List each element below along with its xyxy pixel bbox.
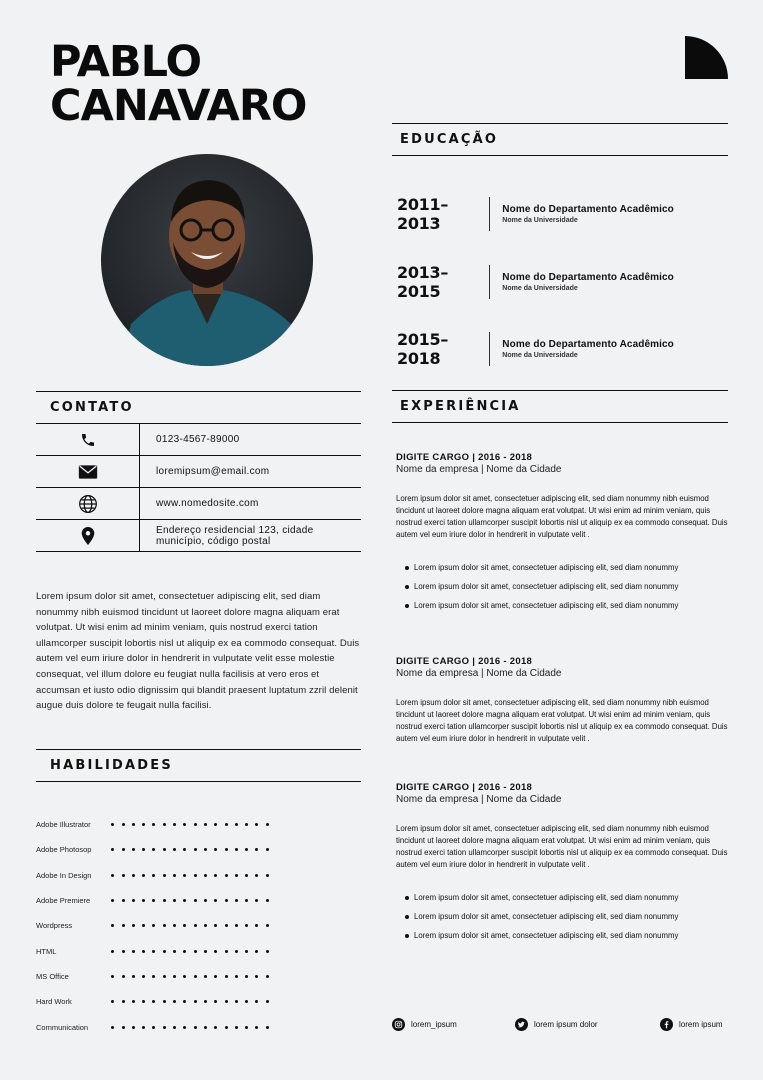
contact-heading bbox=[36, 391, 361, 424]
skill-dot bbox=[173, 848, 176, 851]
skills-heading-text: HABILIDADES bbox=[50, 758, 173, 773]
skill-dot bbox=[122, 975, 125, 978]
skill-dot bbox=[204, 924, 207, 927]
skill-dot bbox=[266, 924, 269, 927]
education-item bbox=[397, 331, 727, 367]
education-heading-text: EDUCAÇÃO bbox=[400, 132, 499, 147]
skill-dot bbox=[111, 823, 114, 826]
experience-description: Lorem ipsum dolor sit amet, consectetuer adipiscing elit, sed diam nonummy nibh euismod tincidunt ut laoreet dolore magna aliquam erat volutpat. Ut wisi enim ad minim veniam, quis nostrud exerci tation ullamcorper suscipit lobortis nisl ut aliquip ex ea commodo consequat. Duis autem vel eum iriure dolor in hendrerit in vulputate velit . bbox=[396, 494, 728, 539]
skill-dot bbox=[225, 924, 228, 927]
skill-dot bbox=[245, 899, 248, 902]
skill-dot bbox=[255, 1000, 258, 1003]
skill-row bbox=[36, 1014, 276, 1039]
skill-dot bbox=[152, 848, 155, 851]
skill-name: Communication bbox=[36, 1022, 89, 1032]
skill-dot bbox=[142, 899, 145, 902]
skill-dot bbox=[225, 848, 228, 851]
skill-dot bbox=[245, 848, 248, 851]
skill-name: Wordpress bbox=[36, 921, 73, 931]
skill-dot bbox=[235, 1026, 238, 1029]
skill-dot bbox=[204, 899, 207, 902]
corner-decoration bbox=[685, 36, 728, 79]
skill-dot bbox=[152, 1026, 155, 1029]
skill-dot bbox=[194, 899, 197, 902]
education-department: Nome do Departamento Acadêmico bbox=[502, 338, 674, 350]
skill-dot bbox=[255, 950, 258, 953]
skill-dot bbox=[111, 1000, 114, 1003]
skill-row bbox=[36, 938, 276, 963]
skill-dot bbox=[235, 874, 238, 877]
skill-name: Adobe Illustrator bbox=[36, 820, 91, 830]
social-instagram[interactable] bbox=[392, 1016, 457, 1032]
skill-dot bbox=[122, 950, 125, 953]
education-divider bbox=[489, 332, 490, 366]
skill-dot bbox=[173, 975, 176, 978]
skill-dot bbox=[194, 950, 197, 953]
phone-icon bbox=[36, 424, 140, 455]
skill-name: Adobe Premiere bbox=[36, 896, 91, 906]
contact-website[interactable]: www.nomedosite.com bbox=[156, 498, 259, 509]
skill-dot bbox=[266, 1000, 269, 1003]
skill-dot bbox=[142, 1000, 145, 1003]
skill-dot bbox=[122, 899, 125, 902]
skill-dot bbox=[122, 924, 125, 927]
skill-dot bbox=[225, 1000, 228, 1003]
experience-heading-text: EXPERIÊNCIA bbox=[400, 399, 521, 414]
skill-dot bbox=[225, 950, 228, 953]
experience-heading bbox=[392, 390, 728, 423]
skill-dot bbox=[163, 1026, 166, 1029]
skill-dot bbox=[255, 924, 258, 927]
location-pin-icon bbox=[36, 520, 140, 551]
skill-dot bbox=[122, 823, 125, 826]
experience-company: Nome da empresa | Nome da Cidade bbox=[396, 464, 562, 475]
facebook-icon bbox=[660, 1018, 673, 1031]
skill-dot bbox=[111, 924, 114, 927]
skill-dot bbox=[194, 975, 197, 978]
skill-dot bbox=[142, 924, 145, 927]
globe-icon bbox=[36, 488, 140, 519]
experience-company: Nome da empresa | Nome da Cidade bbox=[396, 668, 562, 679]
skill-dot bbox=[163, 899, 166, 902]
skill-dot bbox=[173, 874, 176, 877]
skill-dot bbox=[163, 975, 166, 978]
contact-email[interactable]: loremipsum@email.com bbox=[156, 466, 270, 477]
skill-name: Adobe Photosop bbox=[36, 845, 92, 855]
education-university: Nome da Universidade bbox=[502, 284, 578, 292]
skill-dots bbox=[111, 975, 276, 978]
skill-dot bbox=[122, 1026, 125, 1029]
experience-description: Lorem ipsum dolor sit amet, consectetuer adipiscing elit, sed diam nonummy nibh euismod tincidunt ut laoreet dolore magna aliquam erat volutpat. Ut wisi enim ad minim veniam, quis nostrud exerci tation ullamcorper suscipit lobortis nisl ut aliquip ex ea commodo consequat. Duis autem vel eum iriure dolor in hendrerit in vulputate velit . bbox=[396, 698, 728, 743]
skill-dot bbox=[132, 1000, 135, 1003]
education-department: Nome do Departamento Acadêmico bbox=[502, 271, 674, 283]
skill-dot bbox=[163, 848, 166, 851]
skill-dot bbox=[266, 975, 269, 978]
skill-name: Hard Work bbox=[36, 997, 72, 1007]
skill-dot bbox=[132, 899, 135, 902]
skill-dot bbox=[142, 1026, 145, 1029]
contact-row-address bbox=[36, 520, 361, 552]
skill-dot bbox=[214, 823, 217, 826]
skill-dot bbox=[111, 950, 114, 953]
skill-dot bbox=[235, 1000, 238, 1003]
skill-dot bbox=[142, 975, 145, 978]
skill-dot bbox=[255, 975, 258, 978]
social-facebook[interactable] bbox=[660, 1016, 723, 1032]
skill-dot bbox=[266, 950, 269, 953]
skill-dot bbox=[214, 950, 217, 953]
name-last: CANAVARO bbox=[50, 81, 307, 131]
social-facebook-handle: lorem ipsum bbox=[679, 1019, 723, 1029]
contact-address-line1: Endereço residencial 123, cidade bbox=[156, 524, 314, 536]
contact-heading-text: CONTATO bbox=[50, 400, 134, 415]
skill-dot bbox=[173, 823, 176, 826]
skill-dot bbox=[245, 874, 248, 877]
skill-dot bbox=[214, 924, 217, 927]
skill-dot bbox=[132, 874, 135, 877]
skill-dot bbox=[183, 975, 186, 978]
experience-bullet: Lorem ipsum dolor sit amet, consectetuer adipiscing elit, sed diam nonummy bbox=[414, 931, 728, 950]
skill-dot bbox=[204, 950, 207, 953]
skill-dot bbox=[111, 975, 114, 978]
skill-dots bbox=[111, 823, 276, 826]
skill-dot bbox=[204, 848, 207, 851]
skill-dot bbox=[173, 899, 176, 902]
skill-dot bbox=[152, 899, 155, 902]
skill-dot bbox=[152, 874, 155, 877]
skill-dot bbox=[214, 899, 217, 902]
education-heading bbox=[392, 123, 728, 156]
skill-dot bbox=[245, 950, 248, 953]
skill-dot bbox=[235, 975, 238, 978]
education-item bbox=[397, 196, 727, 232]
skill-dot bbox=[225, 823, 228, 826]
skill-dot bbox=[225, 899, 228, 902]
skill-dot bbox=[173, 1026, 176, 1029]
skill-row bbox=[36, 964, 276, 989]
skill-row bbox=[36, 989, 276, 1014]
skill-dot bbox=[255, 1026, 258, 1029]
experience-bullet: Lorem ipsum dolor sit amet, consectetuer adipiscing elit, sed diam nonummy bbox=[414, 563, 728, 582]
skill-dot bbox=[235, 899, 238, 902]
skill-dot bbox=[235, 823, 238, 826]
skill-dots bbox=[111, 899, 276, 902]
skill-dot bbox=[266, 848, 269, 851]
skill-dot bbox=[183, 874, 186, 877]
education-years: 2011–2013 bbox=[397, 195, 449, 233]
skill-dot bbox=[132, 924, 135, 927]
contact-table bbox=[36, 424, 361, 552]
skill-dot bbox=[183, 899, 186, 902]
skill-dot bbox=[214, 848, 217, 851]
skill-dot bbox=[122, 874, 125, 877]
skill-dot bbox=[183, 848, 186, 851]
social-twitter-handle: lorem ipsum dolor bbox=[534, 1019, 598, 1029]
profile-photo bbox=[101, 154, 313, 366]
twitter-icon bbox=[515, 1018, 528, 1031]
skill-dot bbox=[163, 823, 166, 826]
experience-bullet: Lorem ipsum dolor sit amet, consectetuer adipiscing elit, sed diam nonummy bbox=[414, 893, 728, 912]
skill-dot bbox=[152, 924, 155, 927]
skill-dot bbox=[245, 1026, 248, 1029]
skill-name: MS Office bbox=[36, 971, 69, 981]
skills-heading bbox=[36, 749, 361, 782]
skill-dots bbox=[111, 1026, 276, 1029]
candidate-name bbox=[50, 37, 307, 131]
skill-dot bbox=[266, 823, 269, 826]
education-university: Nome da Universidade bbox=[502, 351, 578, 359]
skill-dot bbox=[225, 1026, 228, 1029]
education-department: Nome do Departamento Acadêmico bbox=[502, 203, 674, 215]
skill-dot bbox=[266, 899, 269, 902]
skill-dot bbox=[194, 848, 197, 851]
skill-dot bbox=[111, 899, 114, 902]
skill-dot bbox=[204, 975, 207, 978]
skill-dot bbox=[245, 975, 248, 978]
contact-phone[interactable]: 0123-4567-89000 bbox=[156, 434, 240, 445]
experience-item bbox=[396, 452, 728, 620]
skill-dot bbox=[122, 848, 125, 851]
contact-row-email bbox=[36, 456, 361, 488]
skill-row bbox=[36, 913, 276, 938]
skill-dots bbox=[111, 924, 276, 927]
skill-row bbox=[36, 837, 276, 862]
skill-dot bbox=[142, 950, 145, 953]
skill-dot bbox=[183, 950, 186, 953]
skill-dot bbox=[266, 874, 269, 877]
skill-dot bbox=[204, 823, 207, 826]
experience-title: DIGITE CARGO | 2016 - 2018 bbox=[396, 452, 533, 463]
skill-dot bbox=[163, 874, 166, 877]
education-item bbox=[397, 264, 727, 300]
skill-dot bbox=[142, 874, 145, 877]
skill-dot bbox=[235, 924, 238, 927]
contact-address bbox=[140, 520, 313, 551]
skill-dot bbox=[255, 823, 258, 826]
skill-dot bbox=[163, 924, 166, 927]
skill-dots bbox=[111, 848, 276, 851]
skill-dot bbox=[152, 975, 155, 978]
contact-row-website bbox=[36, 488, 361, 520]
skill-dot bbox=[245, 823, 248, 826]
skill-dot bbox=[255, 899, 258, 902]
skill-dot bbox=[204, 1000, 207, 1003]
skill-dot bbox=[245, 924, 248, 927]
education-years: 2015–2018 bbox=[397, 330, 449, 368]
skill-dot bbox=[214, 975, 217, 978]
skill-dot bbox=[111, 1026, 114, 1029]
skill-dot bbox=[183, 823, 186, 826]
about-text: Lorem ipsum dolor sit amet, consectetuer adipiscing elit, sed diam nonummy nibh euismod tincidunt ut laoreet dolore magna aliquam erat volutpat. Ut wisi enim ad minim veniam, quis nostrud exerci tation ullamcorper suscipit lobortis nisl ut aliquip ex ea commodo consequat. Duis autem vel eum iriure dolor in hendrerit in vulputate velit esse molestie consequat, vel illum dolore eu feugiat nulla facilisis at vero eros et accumsan et iusto odio dignissim qui blandit praesent luptatum zzril delenit augue duis dolore te feugait nulla facilisi. bbox=[36, 591, 360, 712]
education-divider bbox=[489, 265, 490, 299]
experience-item bbox=[396, 656, 728, 745]
skill-dot bbox=[142, 848, 145, 851]
skill-dot bbox=[225, 874, 228, 877]
experience-description: Lorem ipsum dolor sit amet, consectetuer adipiscing elit, sed diam nonummy nibh euismod tincidunt ut laoreet dolore magna aliquam erat volutpat. Ut wisi enim ad minim veniam, quis nostrud exerci tation ullamcorper suscipit lobortis nisl ut aliquip ex ea commodo consequat. Duis autem vel eum iriure dolor in hendrerit in vulputate velit . bbox=[396, 824, 728, 869]
skill-dot bbox=[194, 924, 197, 927]
skill-name: HTML bbox=[36, 946, 57, 956]
social-instagram-handle: lorem_ipsum bbox=[411, 1019, 457, 1029]
experience-title: DIGITE CARGO | 2016 - 2018 bbox=[396, 656, 533, 667]
education-divider bbox=[489, 197, 490, 231]
mail-icon bbox=[36, 456, 140, 487]
skill-dot bbox=[152, 823, 155, 826]
experience-bullets bbox=[396, 563, 728, 620]
skill-dot bbox=[194, 1026, 197, 1029]
social-twitter[interactable] bbox=[515, 1016, 598, 1032]
experience-company: Nome da empresa | Nome da Cidade bbox=[396, 794, 562, 805]
name-first: PABLO bbox=[50, 37, 202, 87]
experience-bullet: Lorem ipsum dolor sit amet, consectetuer adipiscing elit, sed diam nonummy bbox=[414, 601, 728, 620]
skill-dot bbox=[132, 1026, 135, 1029]
contact-address-line2: município, código postal bbox=[156, 535, 271, 547]
skill-dot bbox=[194, 1000, 197, 1003]
contact-row-phone bbox=[36, 424, 361, 456]
skill-row bbox=[36, 863, 276, 888]
skill-dot bbox=[111, 874, 114, 877]
skill-dot bbox=[214, 1026, 217, 1029]
experience-title: DIGITE CARGO | 2016 - 2018 bbox=[396, 782, 533, 793]
skill-dot bbox=[163, 1000, 166, 1003]
skill-dot bbox=[163, 950, 166, 953]
skill-dot bbox=[111, 848, 114, 851]
skill-dot bbox=[132, 975, 135, 978]
skill-dots bbox=[111, 1000, 276, 1003]
education-years: 2013–2015 bbox=[397, 263, 449, 301]
skill-dot bbox=[183, 1000, 186, 1003]
skill-row bbox=[36, 812, 276, 837]
skill-dot bbox=[255, 848, 258, 851]
skill-row bbox=[36, 888, 276, 913]
skill-dot bbox=[152, 1000, 155, 1003]
instagram-icon bbox=[392, 1018, 405, 1031]
education-university: Nome da Universidade bbox=[502, 216, 578, 224]
skill-dot bbox=[255, 874, 258, 877]
skill-dot bbox=[183, 924, 186, 927]
skill-dot bbox=[235, 848, 238, 851]
skill-dots bbox=[111, 874, 276, 877]
skill-dot bbox=[183, 1026, 186, 1029]
skill-dot bbox=[245, 1000, 248, 1003]
skill-dot bbox=[132, 823, 135, 826]
skill-dot bbox=[173, 950, 176, 953]
skill-dot bbox=[235, 950, 238, 953]
skill-dot bbox=[204, 1026, 207, 1029]
skill-dot bbox=[132, 848, 135, 851]
skill-dot bbox=[142, 823, 145, 826]
skills-list bbox=[36, 812, 276, 1040]
skill-dot bbox=[173, 924, 176, 927]
skill-dots bbox=[111, 950, 276, 953]
experience-bullet: Lorem ipsum dolor sit amet, consectetuer adipiscing elit, sed diam nonummy bbox=[414, 912, 728, 931]
skill-dot bbox=[225, 975, 228, 978]
experience-bullets bbox=[396, 893, 728, 950]
skill-dot bbox=[152, 950, 155, 953]
skill-dot bbox=[214, 874, 217, 877]
skill-dot bbox=[132, 950, 135, 953]
skill-dot bbox=[194, 823, 197, 826]
experience-item bbox=[396, 782, 728, 950]
skill-dot bbox=[194, 874, 197, 877]
skill-dot bbox=[204, 874, 207, 877]
skill-dot bbox=[214, 1000, 217, 1003]
skill-dot bbox=[266, 1026, 269, 1029]
skill-name: Adobe In Design bbox=[36, 870, 92, 880]
experience-bullet: Lorem ipsum dolor sit amet, consectetuer adipiscing elit, sed diam nonummy bbox=[414, 582, 728, 601]
skill-dot bbox=[122, 1000, 125, 1003]
skill-dot bbox=[173, 1000, 176, 1003]
